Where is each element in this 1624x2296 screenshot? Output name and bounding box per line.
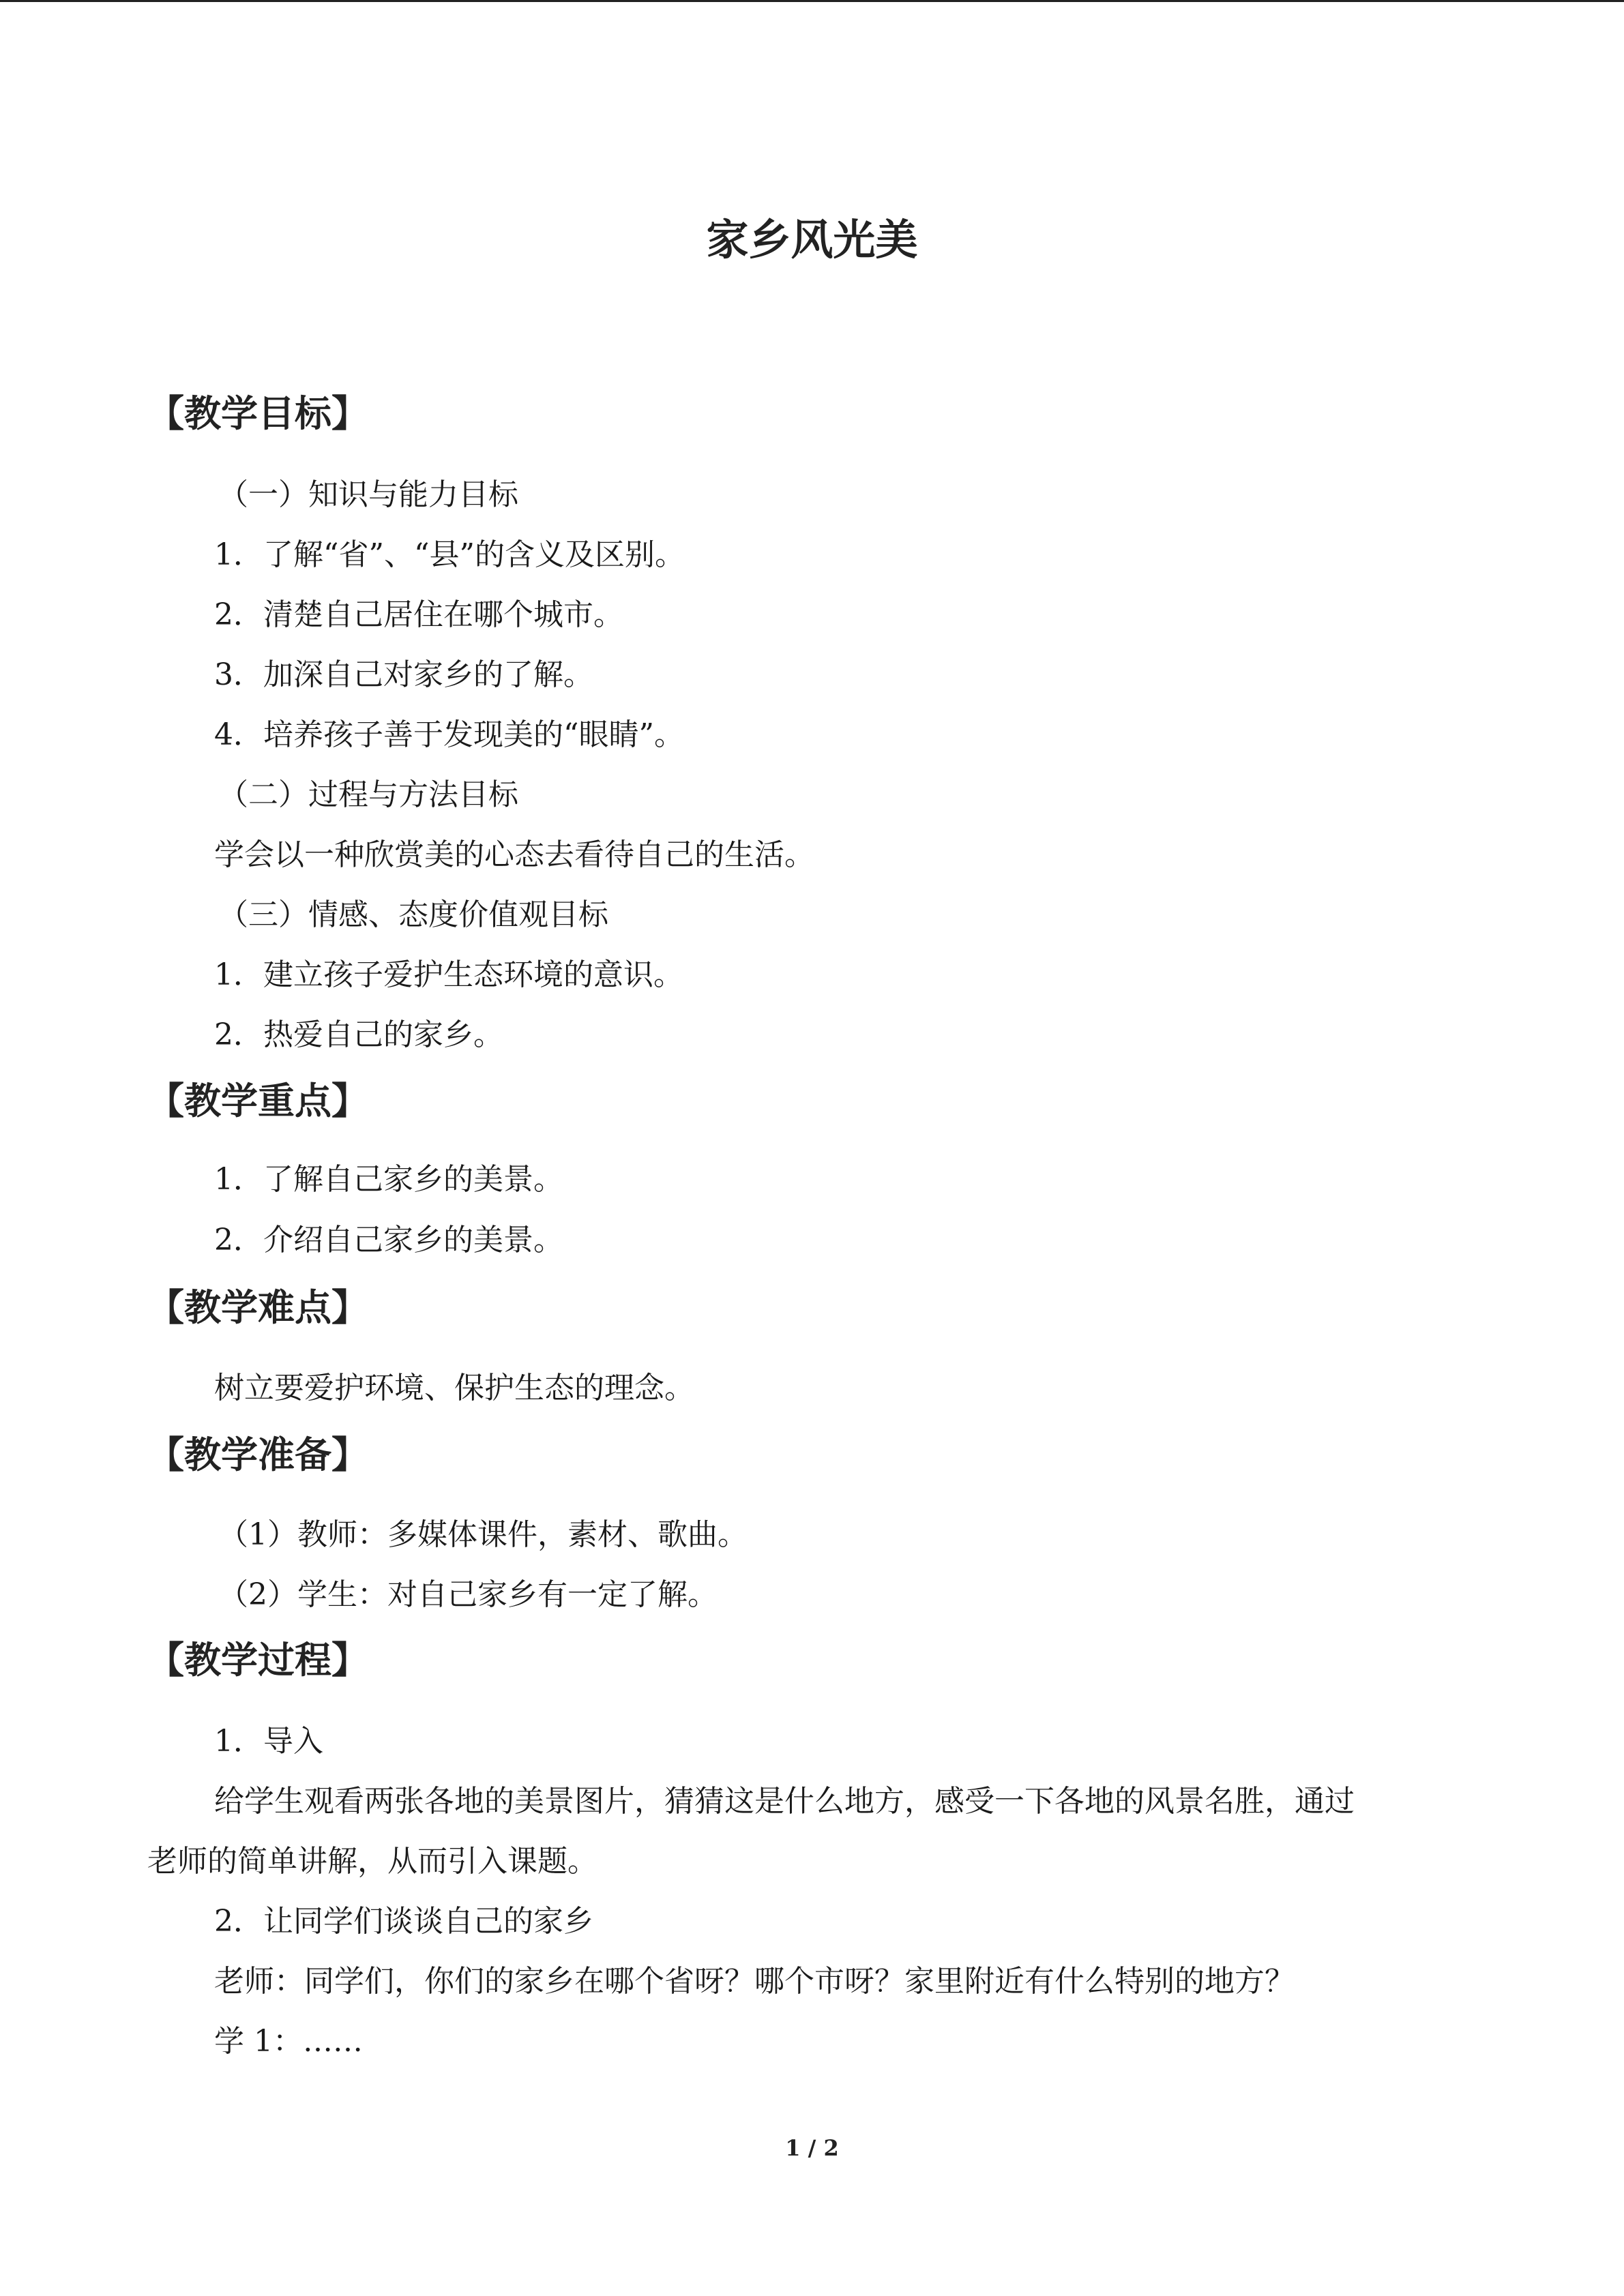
process-paragraph-continuation: 老师的简单讲解，从而引入课题。 (147, 1844, 597, 1879)
goal-item: 2．清楚自己居住在哪个城市。 (214, 597, 623, 632)
page-number: 1 / 2 (785, 2135, 839, 2161)
goal-item: 3．加深自己对家乡的了解。 (214, 657, 593, 692)
goal-item: 学会以一种欣赏美的心态去看待自己的生活。 (214, 837, 814, 872)
goal-item: 2．热爱自己的家乡。 (214, 1017, 503, 1052)
subheading-emotion-attitude: （三）情感、态度价值观目标 (218, 897, 608, 932)
preparation-item: （1）教师：多媒体课件，素材、歌曲。 (218, 1517, 748, 1552)
process-step-title: 1．导入 (214, 1724, 323, 1759)
preparation-item: （2）学生：对自己家乡有一定了解。 (218, 1577, 718, 1612)
section-heading-process: 【教学过程】 (147, 1639, 368, 1682)
process-step-title: 2．让同学们谈谈自己的家乡 (214, 1904, 593, 1939)
section-heading-difficulties: 【教学难点】 (147, 1286, 368, 1329)
page-top-border (0, 0, 1624, 2)
process-paragraph: 给学生观看两张各地的美景图片，猜猜这是什么地方，感受一下各地的风景名胜，通过 (214, 1784, 1355, 1819)
goal-item: 4．培养孩子善于发现美的“眼睛”。 (214, 717, 684, 752)
subheading-process-method: （二）过程与方法目标 (218, 777, 518, 812)
document-title: 家乡风光美 (706, 215, 918, 265)
goal-item: 1．了解“省”、“县”的含义及区别。 (214, 537, 685, 572)
process-paragraph: 学 1：…… (214, 2024, 363, 2059)
subheading-knowledge-ability: （一）知识与能力目标 (218, 477, 518, 512)
key-point-item: 2．介绍自己家乡的美景。 (214, 1223, 563, 1257)
goal-item: 1．建立孩子爱护生态环境的意识。 (214, 957, 683, 992)
difficulty-item: 树立要爱护环境、保护生态的理念。 (214, 1371, 694, 1405)
key-point-item: 1．了解自己家乡的美景。 (214, 1162, 563, 1197)
section-heading-key-points: 【教学重点】 (147, 1079, 368, 1122)
process-paragraph: 老师：同学们，你们的家乡在哪个省呀？哪个市呀？家里附近有什么特别的地方？ (214, 1964, 1295, 1999)
section-heading-preparation: 【教学准备】 (147, 1433, 368, 1476)
section-heading-teaching-goals: 【教学目标】 (147, 392, 368, 435)
